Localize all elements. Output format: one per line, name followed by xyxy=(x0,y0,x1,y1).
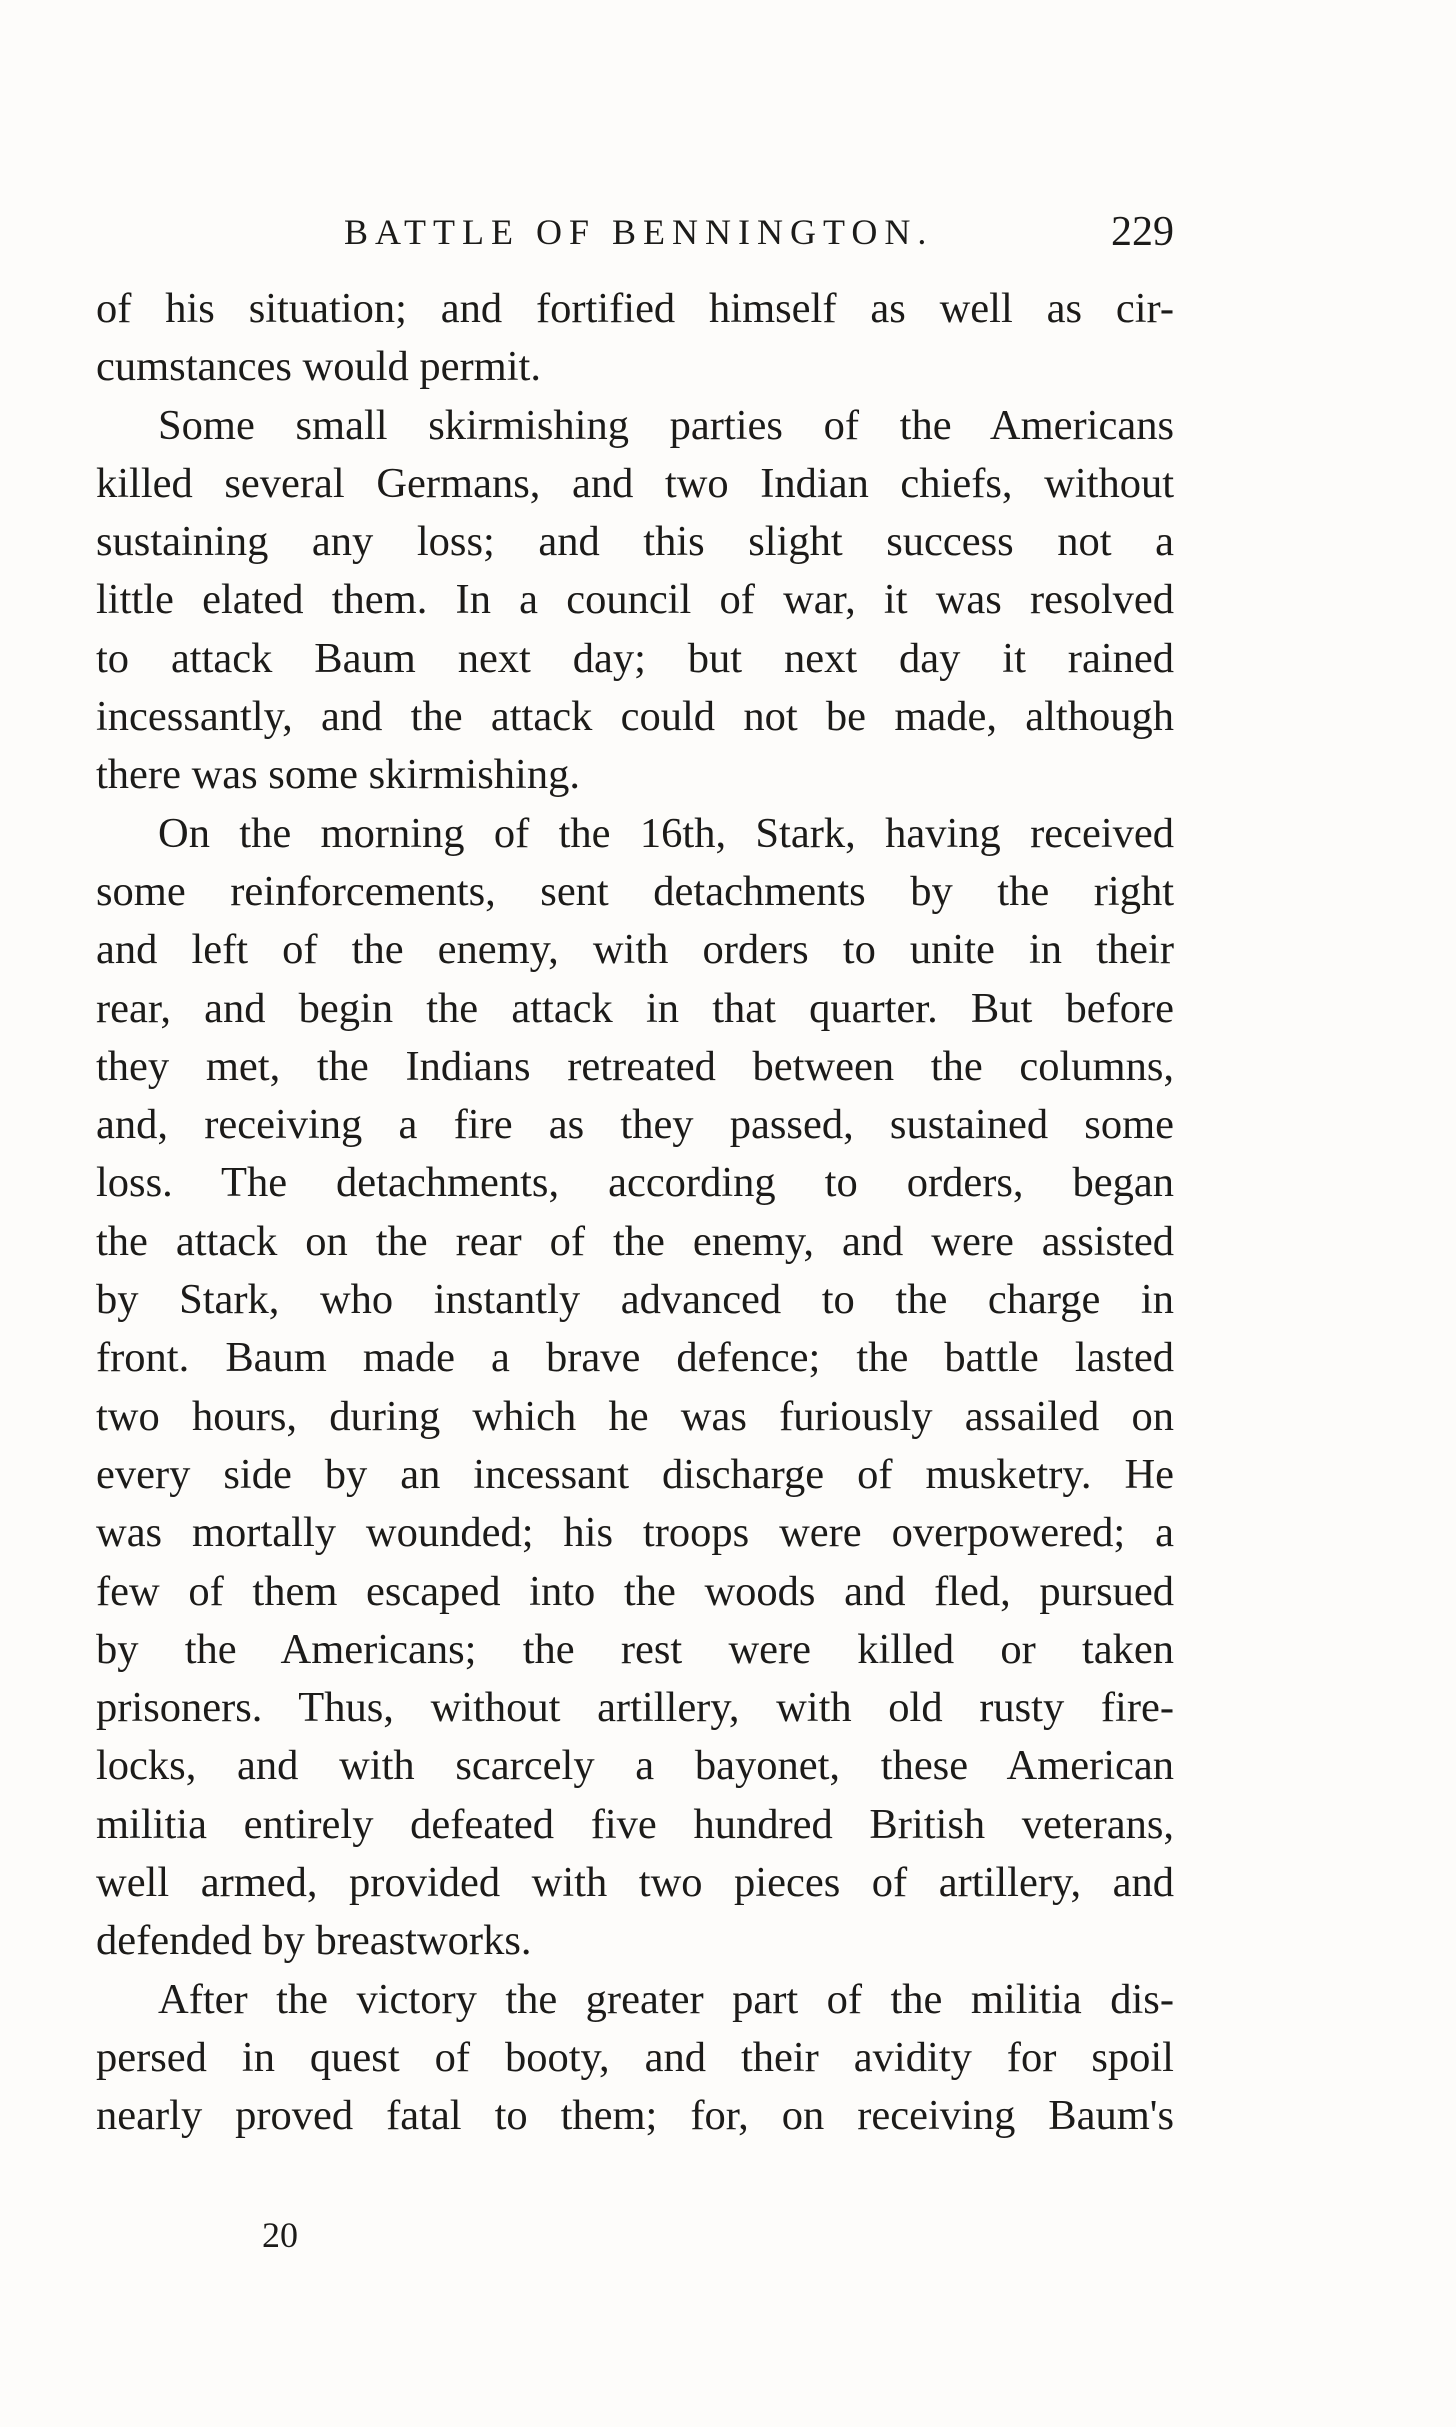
text-line: nearly proved fatal to them; for, on receiving Baum's xyxy=(96,2092,1174,2140)
running-head xyxy=(96,202,1174,262)
text-line: rear, and begin the attack in that quarter. But before xyxy=(96,984,1174,1032)
text-line: militia entirely defeated five hundred British veterans, xyxy=(96,1800,1174,1848)
text-line: by the Americans; the rest were killed or taken xyxy=(96,1625,1174,1673)
text-line: two hours, during which he was furiously assailed on xyxy=(96,1392,1174,1440)
text-line: there was some skirmishing. xyxy=(96,751,580,799)
text-line: defended by breastworks. xyxy=(96,1917,532,1965)
text-line: every side by an incessant discharge of musketry. He xyxy=(96,1450,1174,1498)
text-line: front. Baum made a brave defence; the battle lasted xyxy=(96,1334,1174,1382)
text-line: sustaining any loss; and this slight success not a xyxy=(96,518,1174,566)
running-title: BATTLE OF BENNINGTON. xyxy=(344,212,934,252)
text-line: to attack Baum next day; but next day it rained xyxy=(96,634,1174,682)
text-line: loss. The detachments, according to orders, began xyxy=(96,1159,1174,1207)
text-line: incessantly, and the attack could not be made, although xyxy=(96,693,1174,741)
text-line: After the victory the greater part of the militia dis- xyxy=(158,1975,1174,2023)
text-line: and, receiving a fire as they passed, sustained some xyxy=(96,1101,1174,1149)
text-line: was mortally wounded; his troops were overpowered; a xyxy=(96,1509,1174,1557)
text-line: locks, and with scarcely a bayonet, these American xyxy=(96,1742,1174,1790)
text-line: and left of the enemy, with orders to unite in their xyxy=(96,926,1174,974)
text-line: killed several Germans, and two Indian chiefs, without xyxy=(96,459,1174,507)
text-line: cumstances would permit. xyxy=(96,343,541,391)
body-text xyxy=(96,280,1174,2146)
text-line: well armed, provided with two pieces of artillery, and xyxy=(96,1859,1174,1907)
page-number: 229 xyxy=(1111,209,1174,255)
text-line: few of them escaped into the woods and fled, pursued xyxy=(96,1567,1174,1615)
text-line: little elated them. In a council of war, it was resolved xyxy=(96,576,1174,624)
text-line: the attack on the rear of the enemy, and were assisted xyxy=(96,1217,1174,1265)
text-line: they met, the Indians retreated between the columns, xyxy=(96,1042,1174,1090)
signature-mark: 20 xyxy=(262,2215,298,2255)
text-line: persed in quest of booty, and their avidity for spoil xyxy=(96,2033,1174,2081)
text-line: some reinforcements, sent detachments by the right xyxy=(96,867,1174,915)
text-line: by Stark, who instantly advanced to the charge in xyxy=(96,1276,1174,1324)
text-line: On the morning of the 16th, Stark, having received xyxy=(158,809,1174,857)
text-line: of his situation; and fortified himself as well as cir- xyxy=(96,285,1174,332)
text-line: Some small skirmishing parties of the Americans xyxy=(158,401,1174,449)
text-line: prisoners. Thus, without artillery, with old rusty fire- xyxy=(96,1684,1174,1732)
